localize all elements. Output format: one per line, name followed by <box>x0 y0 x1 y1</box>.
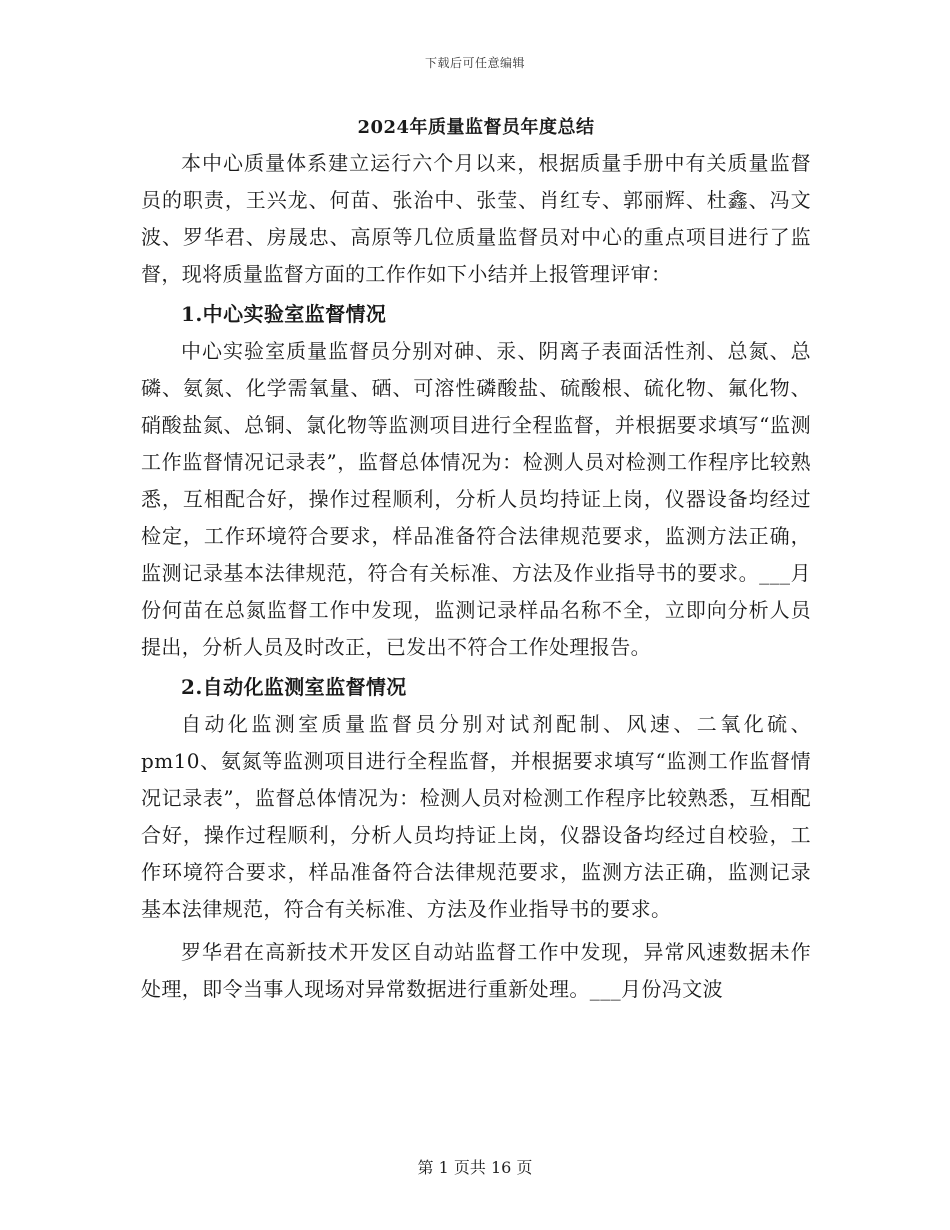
section-2-heading: 2.自动化监测室监督情况 <box>181 675 407 699</box>
section-2-paragraph-2: 罗华君在高新技术开发区自动站监督工作中发现，异常风速数据未作处理，即令当事人现场对异常数据进行重新处理。___月份冯文波 <box>141 940 811 1001</box>
page-number: 第 1 页共 16 页 <box>417 1158 533 1177</box>
section-1-heading: 1.中心实验室监督情况 <box>181 302 387 326</box>
section-1-paragraph: 中心实验室质量监督员分别对砷、汞、阴离子表面活性剂、总氮、总磷、氨氮、化学需氧量、硒、可溶性磷酸盐、硫酸根、硫化物、氟化物、硝酸盐氮、总铜、氯化物等监测项目进行全程监督，并根据要求填写“监测工作监督情况记录表”，监督总体情况为：检测人员对检测工作程序比较熟悉，互相配合好，操作过程顺利，分析人员均持证上岗，仪器设备均经过检定，工作环境符合要求，样品准备符合法律规范要求，监测方法正确，监测记录基本法律规范，符合有关标准、方法及作业指导书的要求。___月份何苗在总氮监督工作中发现，监测记录样品名称不全，立即向分析人员提出，分析人员及时改正，已发出不符合工作处理报告。 <box>141 339 811 659</box>
document-title: 2024年质量监督员年度总结 <box>357 117 595 138</box>
document-body <box>141 113 811 1008</box>
section-2-paragraph: 自动化监测室质量监督员分别对试剂配制、风速、二氧化硫、pm10、氨氮等监测项目进行全程监督，并根据要求填写“监测工作监督情况记录表”，监督总体情况为：检测人员对检测工作程序比较熟悉，互相配合好，操作过程顺利，分析人员均持证上岗，仪器设备均经过自校验，工作环境符合要求，样品准备符合法律规范要求，监测方法正确，监测记录基本法律规范，符合有关标准、方法及作业指导书的要求。 <box>141 712 811 921</box>
header-note: 下载后可任意编辑 <box>424 56 525 70</box>
intro-paragraph: 本中心质量体系建立运行六个月以来，根据质量手册中有关质量监督员的职责，王兴龙、何苗、张治中、张莹、肖红专、郭丽辉、杜鑫、冯文波、罗华君、房晟忠、高原等几位质量监督员对中心的重点项目进行了监督，现将质量监督方面的工作作如下小结并上报管理评审： <box>141 151 811 286</box>
